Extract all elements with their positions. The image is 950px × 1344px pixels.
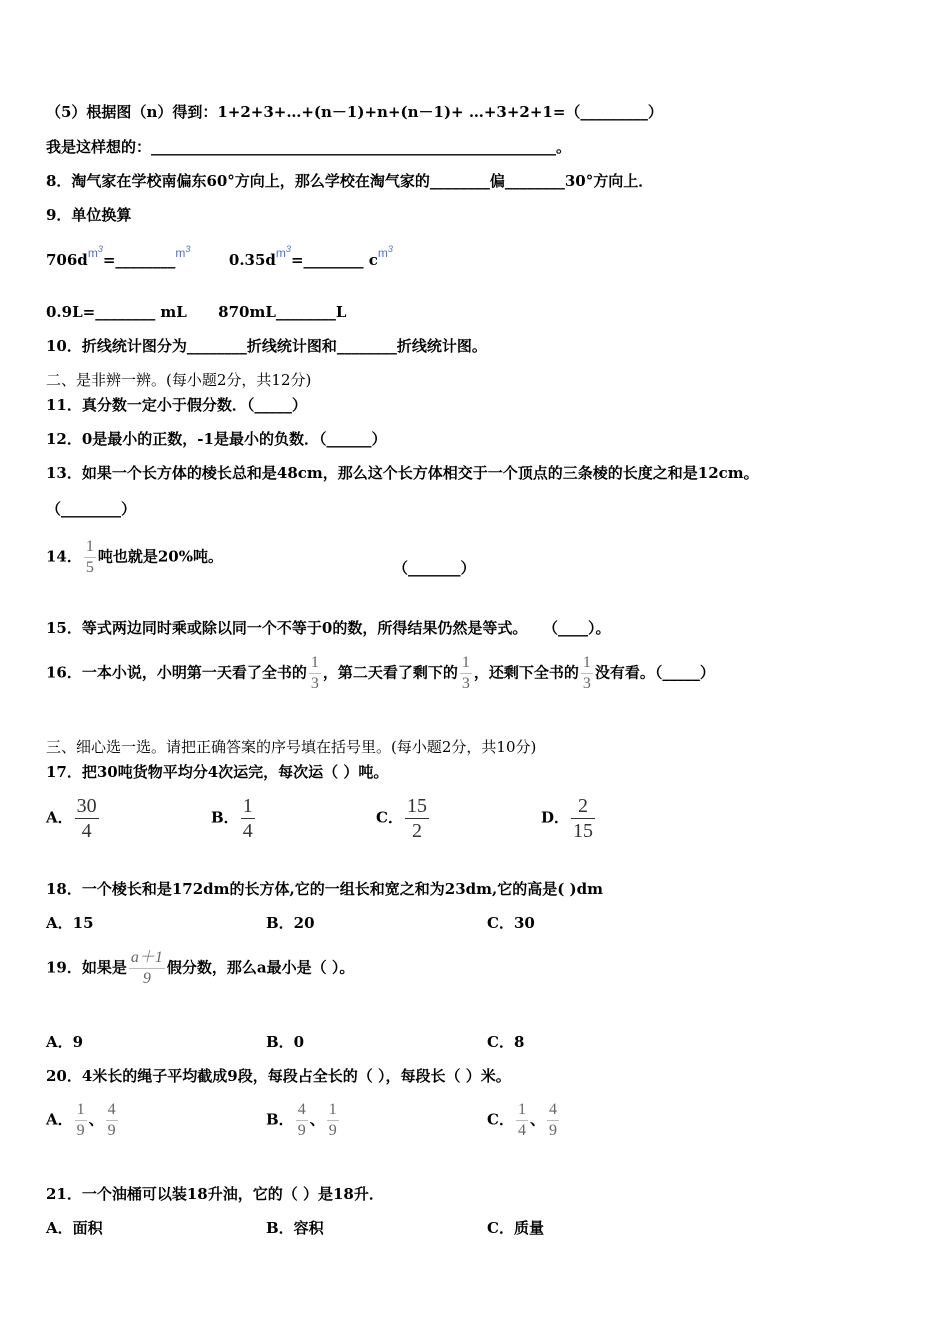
q20-option-b-fraction-2: $\frac{1}{9}$ <box>328 1101 337 1139</box>
q17-option-c-fraction: $\frac{15}{2}$ <box>406 795 427 842</box>
q5-think: 我是这样想的：______________________________________________________。 <box>46 138 572 156</box>
q18-option-c[interactable]: C．30 <box>487 914 535 932</box>
q19-option-c[interactable]: C．8 <box>487 1033 525 1051</box>
q21-option-c[interactable]: C．质量 <box>487 1219 544 1237</box>
q17-option-b-fraction: $\frac{1}{4}$ <box>242 795 253 842</box>
unit-m3-icon: m3 <box>275 244 291 260</box>
q20-option-a-fraction-2: $\frac{4}{9}$ <box>107 1101 116 1139</box>
q20-option-a[interactable]: A． $\frac{1}{9}$ 、 $\frac{4}{9}$ <box>46 1101 116 1139</box>
q14-line <box>46 537 223 578</box>
q16-part4: 没有看。（_____） <box>594 663 715 682</box>
q20-stem: 20．4米长的绳子平均截成9段，每段占全长的（ ），每段长（ ）米。 <box>46 1067 511 1085</box>
unit-m3-icon: m3 <box>175 244 191 260</box>
q17-option-a[interactable]: A． $\frac{30}{4}$ <box>46 795 97 842</box>
q21-option-a[interactable]: A．面积 <box>46 1219 103 1237</box>
q5-text: （5）根据图（n）得到：1+2+3+…+(n－1)+n+(n－1)+ …+3+2+1=（_________） <box>46 103 663 121</box>
q17-option-b[interactable]: B． $\frac{1}{4}$ <box>211 795 253 842</box>
q16-part2: ，第二天看了剩下的 <box>322 663 458 682</box>
q9-a-eq: =________ <box>102 251 176 269</box>
q15-text: 15．等式两边同时乘或除以同一个不等于0的数，所得结果仍然是等式。 （____）。 <box>46 619 611 637</box>
q21-stem: 21．一个油桶可以装18升油，它的（ ）是18升． <box>46 1185 384 1203</box>
q20-option-c-fraction-1: $\frac{1}{4}$ <box>517 1101 526 1139</box>
q9-line1 <box>46 244 393 271</box>
q9-b-left: 0.35d <box>228 251 276 269</box>
q20-option-c[interactable]: C． $\frac{1}{4}$ 、 $\frac{4}{9}$ <box>487 1101 557 1139</box>
q14-blank: （_______） <box>393 559 476 577</box>
q12-text: 12．0是最小的正数，-1是最小的负数．（______） <box>46 430 387 448</box>
q14-text: 吨也就是20%吨。 <box>97 547 224 566</box>
q16-part1: 16．一本小说，小明第一天看了全书的 <box>46 663 307 682</box>
q13-blank: （________） <box>46 500 137 518</box>
q10-text: 10．折线统计图分为________折线统计图和________折线统计图。 <box>46 337 487 355</box>
q8-text: 8．淘气家在学校南偏东60°方向上，那么学校在淘气家的________偏________30°方向上． <box>46 172 654 190</box>
q14-fraction: $\frac{1}{5}$ <box>85 538 94 576</box>
q20-option-c-fraction-2: $\frac{4}{9}$ <box>548 1101 557 1139</box>
q16-fraction-1: $\frac{1}{3}$ <box>310 654 319 692</box>
q17-option-c[interactable]: C． $\frac{15}{2}$ <box>376 795 427 842</box>
q19-fraction: $\frac{a+1}{9}$ <box>130 949 163 987</box>
unit-m3-icon: m3 <box>87 244 103 260</box>
q17-option-d[interactable]: D． $\frac{2}{15}$ <box>541 795 594 842</box>
q9-a-left: 706d <box>46 251 88 269</box>
q16-fraction-3: $\frac{1}{3}$ <box>582 654 591 692</box>
q17-stem: 17．把30吨货物平均分4次运完，每次运（ ）吨。 <box>46 763 389 781</box>
q19-part2: 假分数，那么a最小是（ ）。 <box>166 958 355 977</box>
q19-option-b[interactable]: B．0 <box>266 1033 305 1051</box>
q19-option-a[interactable]: A．9 <box>46 1033 84 1051</box>
q17-option-a-fraction: $\frac{30}{4}$ <box>76 795 97 842</box>
q16-line <box>46 653 715 694</box>
unit-m3-icon: m3 <box>377 244 393 260</box>
q9-title: 9．单位换算 <box>46 206 132 224</box>
q20-option-a-fraction-1: $\frac{1}{9}$ <box>76 1101 85 1139</box>
q21-option-b[interactable]: B．容积 <box>266 1219 324 1237</box>
q16-fraction-2: $\frac{1}{3}$ <box>461 654 470 692</box>
q11-text: 11．真分数一定小于假分数．（_____） <box>46 396 307 414</box>
q16-part3: ，还剩下全书的 <box>473 663 579 682</box>
q19-line <box>46 948 354 989</box>
q9-line2: 0.9L=________ mL 870mL________L <box>46 303 347 321</box>
q18-stem: 18．一个棱长和是172dm的长方体,它的一组长和宽之和为23dm,它的高是( )dm <box>46 880 604 898</box>
q14-num: 14． <box>46 547 82 566</box>
q17-option-d-fraction: $\frac{2}{15}$ <box>573 795 594 842</box>
q20-option-b[interactable]: B． $\frac{4}{9}$ 、 $\frac{1}{9}$ <box>266 1101 337 1139</box>
q18-option-b[interactable]: B．20 <box>266 914 315 932</box>
q13-text: 13．如果一个长方体的棱长总和是48cm，那么这个长方体相交于一个顶点的三条棱的长度之和是12cm。 <box>46 464 759 482</box>
section-3-heading: 三、细心选一选。请把正确答案的序号填在括号里。(每小题2分，共10分) <box>46 738 537 756</box>
section-2-heading: 二、是非辨一辨。(每小题2分，共12分) <box>46 371 312 389</box>
q9-b-eq: =________ c <box>290 251 378 269</box>
q18-option-a[interactable]: A．15 <box>46 914 94 932</box>
q19-part1: 19．如果是 <box>46 958 127 977</box>
q20-option-b-fraction-1: $\frac{4}{9}$ <box>297 1101 306 1139</box>
